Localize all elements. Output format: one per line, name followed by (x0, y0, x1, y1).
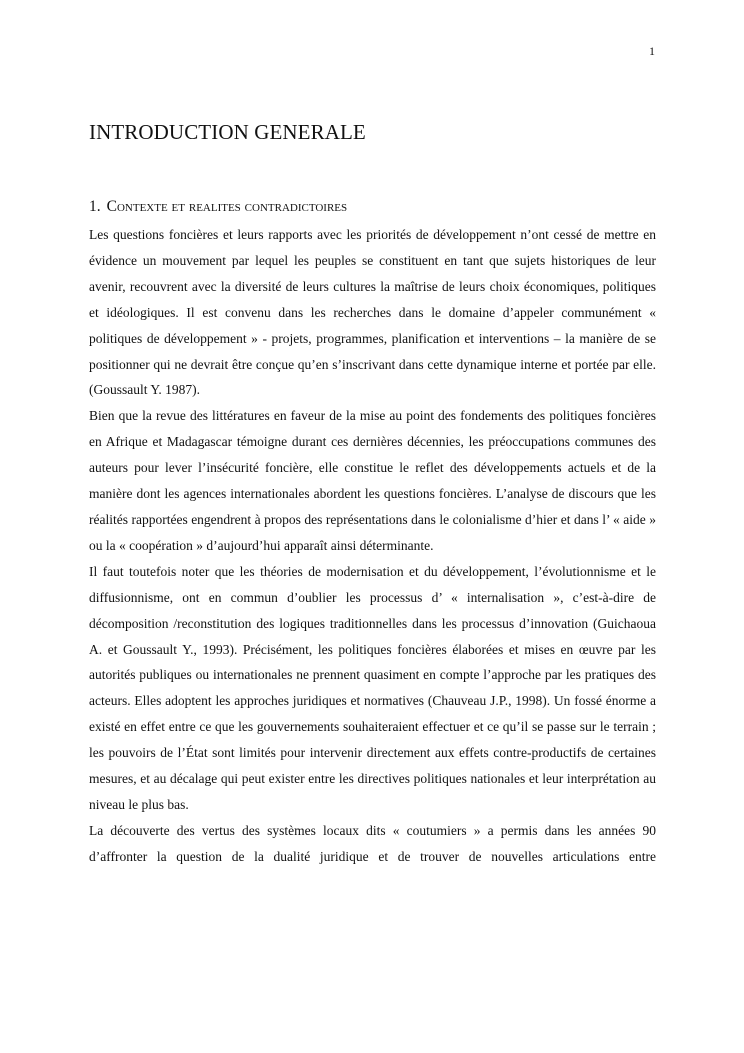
paragraph: Bien que la revue des littératures en faveur de la mise au point des fondements des politiques foncières en Afrique et Madagascar témoigne durant ces dernières décennies, les préoccupations communes des auteurs pour lever l’insécurité foncière, elle constitue le reflet des développements actuels et de la manière dont les agences internationales abordent les questions foncières. L’analyse de discours que les réalités rapportées engendrent à propos des représentations dans le colonialisme d’hier et dans l’ « aide » ou la « coopération » d’aujourd’hui apparaît ainsi déterminante. (89, 408, 656, 553)
paragraph: Les questions foncières et leurs rapports avec les priorités de développement n’ont cessé de mettre en évidence un mouvement par lequel les peuples se constituent en tant que sujets historiques de leur avenir, recouvrent avec la diversité de leurs cultures la maîtrise de leurs choix économiques, politiques et idéologiques. Il est convenu dans les recherches dans le domaine d’appeler communément « politiques de développement » - projets, programmes, planification et interventions – la manière de se positionner qui ne devrait être conçue qu’en s’inscrivant dans cette dynamique interne et portée par elle. (Goussault Y. 1987). (89, 227, 656, 398)
page-number: 1 (649, 44, 655, 58)
section-heading (89, 197, 347, 217)
body-text (89, 222, 656, 870)
section-title: Contexte et realites contradictoires (106, 198, 348, 215)
paragraph: La découverte des vertus des systèmes locaux dits « coutumiers » a permis dans les années 90 d’affronter la question de la dualité juridique et de trouver de nouvelles articulations entre (89, 822, 656, 864)
section-number: 1. (89, 198, 101, 215)
page-title: INTRODUCTION GENERALE (89, 120, 366, 144)
paragraph: Il faut toutefois noter que les théories de modernisation et du développement, l’évolutionnisme et le diffusionnisme, ont en commun d’oublier les processus d’ « internalisation », c’est-à-dire de décomposition /reconstitution des logiques traditionnelles dans les processus d’innovation (Guichaoua A. et Goussault Y., 1993). Précisément, les politiques foncières élaborées et mises en œuvre par les autorités publiques ou internationales ne prennent quasiment en compte l’approche par les pratiques des acteurs. Elles adoptent les approches juridiques et normatives (Chauveau J.P., 1998). Un fossé énorme a existé en effet entre ce que les gouvernements souhaiteraient effectuer et ce qu’il se passe sur le terrain ; les pouvoirs de l’État sont limités pour intervenir directement aux effets contre-productifs de certaines mesures, et au décalage qui peut exister entre les directives politiques nationales et leur interprétation au niveau le plus bas. (89, 563, 656, 812)
